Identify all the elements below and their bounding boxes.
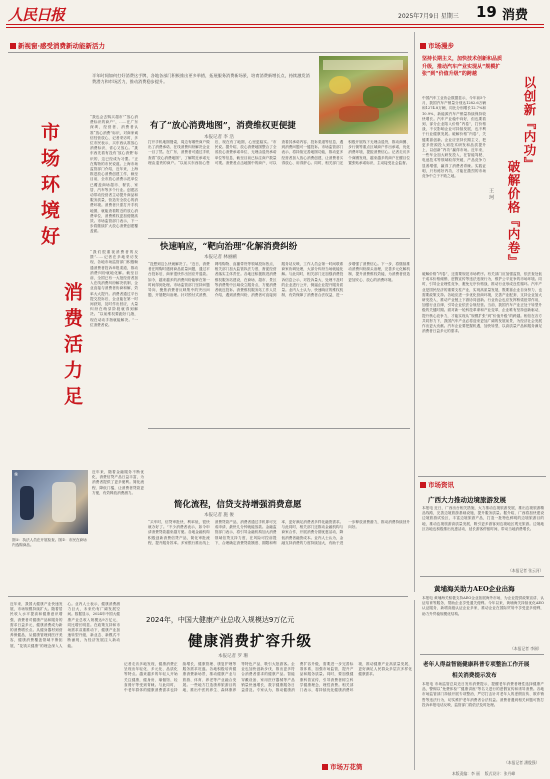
- news-1-body: 本报电 近日，广西出台相关措施，大力推动边境旅游发展，推出边境旅游精品线路，完善边境旅游基础设施，提升服务质量。据介绍，广西将加快建设边境旅游试验区，丰富边境旅游产品，打造一批特色鲜明的边境旅游目的地，推动边境旅游高质量发展，吸引更多游客到边境地区观光旅游。边境地区各地也积极推出优惠活动，延长游客停留时间，带动当地消费增长。: [422, 506, 544, 531]
- left-body-col-b: “我们很重视消费者的反馈”……记者在多地采访发现，各地市场监管部门积极畅通消费者投诉举报渠道，推动消费纠纷就地化解。截至目前，全国已有一大批经营者加入在线消费纠纷解决机制，企业直接与消费者协商和解，效率大大提升。消费者通过平台提交投诉后，企业能在第一时间获知，及时作出回应，大量纠纷在萌芽阶段就得到解决。“以前维权要跑好几趟，现在动动手指就能解决。”一位消费者说。: [90, 250, 138, 327]
- photo-number-1: ①: [14, 472, 19, 478]
- market-photo: [319, 56, 408, 134]
- left-body-col-c: 近年来，随着金融服务不断优化，消费信贷产品日益丰富，为消费者提供了更多便利。简化流程、降低门槛，让消费者贷款更方便，有效释放消费潜力。: [92, 470, 144, 495]
- section-intro: 半年时间如何打好消费这手牌，各地各部门积极推出更多举措，拓展服务消费新场景，培育消费新增长点，持续激发消费潜力和市场活力，推动消费稳步提升。: [92, 73, 310, 85]
- left-right-divider: [414, 32, 415, 592]
- section-rule: [8, 52, 408, 53]
- column-tag-kaleidoscope: 市场万花筒: [322, 762, 363, 771]
- bottom-top-rule: [8, 596, 408, 597]
- article-3-title: 简化流程，信贷支持增强消费意愿: [174, 500, 302, 510]
- bottom-divider-right: [414, 600, 415, 770]
- newspaper-logo: 人民日报: [8, 6, 65, 24]
- commentary-title-1: 以创新『内功』: [522, 76, 537, 171]
- article-2-rule: [148, 428, 410, 429]
- section-tag-market-news: 市场资讯: [420, 480, 454, 489]
- section-tag-new-window: 新视窗·感受消费新动能新活力: [10, 41, 105, 50]
- news-rule-1: [420, 576, 544, 577]
- section-tag-icon: [420, 43, 426, 49]
- page-editor-credit: 本版责编：李 丽 版式设计：张丹峰: [452, 771, 516, 776]
- news-1-title: 广西大力推动边境旅游发展: [428, 496, 506, 504]
- inspection-photo: [12, 470, 88, 534]
- news-2-title: 黄埔海关助力AEO企业出海: [434, 585, 515, 593]
- photo-caption: 图①：执法人员在开展检查。图②：市民在商场内选购商品。: [12, 538, 87, 547]
- news-top-rule: [418, 476, 546, 477]
- article-2-body: “没想到这么快就解决了。”近日，消费者在网购时遇到商品质量问题，通过平台投诉后，商家很快作出回应并退款。如今，越来越多的消费纠纷能够在第一时间得到处理。市场监管部门坚持问题导向，聚焦消费者反映集中的突出问题，开展靶向治理。针对预付式消费、网络购物、直播带货等领域投诉热点，相关部门加大监管执法力度，督促经营者落实主体责任。各地还积极推进消费维权服务站建设，在商场、超市、景区等消费集中区域设立服务点，方便消费者就近投诉。消费维权服务站工作人员介绍，遇到消费纠纷，消费者可直接到服务站反映，工作人员会第一时间联系商家协调处理，大部分纠纷当场就能化解。与此同时，相关部门还加强消费投诉信息公示，对投诉量大、处理不及时的企业进行公开，倒逼企业提升服务质量。业内人士认为，快速响应的维权机制，有效保障了消费者合法权益，进一步增强了消费信心。下一步，将继续推动消费纠纷源头治理，完善多元化解机制，提升消费维权效能，为消费者营造更加安心、放心的消费环境。: [148, 262, 410, 298]
- commentary-body-top: 中国汽车工业协会数据显示，今年前5个月，我国汽车产销量分别达1282.6万辆和1274.8万辆，同比分别增长12.7%和10.9%，新能源汽车产销量持续保持较快增长。汽车产业稳中向好，但也要看到，部分企业陷入价格“内卷”，打价格战，不仅影响企业可持续发展，也不利于行业健康发展。破解价格“内卷”，关键要靠创新。企业应坚持长期主义，把更多资源投入到技术研发和品质提升上，以创新“内功”赢得市场。近年来，一些车企加大研发投入，在智能驾驶、电池技术等领域取得突破，产品竞争力显著增强，赢得了消费者青睐。实践证明，只有练好内功，才能在激烈的市场竞争中立于不败之地。: [422, 96, 486, 179]
- news-3-byline: （本报记者 潘俊强）: [504, 760, 540, 765]
- news-1-byline: （本报记者 张云河）: [508, 568, 544, 573]
- commentary-lead: 坚持长期主义，加快技术创新和品质升级，推动汽车产业实现从“规模扩张”到“价值升级”的跨越: [422, 56, 503, 77]
- news-rule-2: [420, 654, 544, 655]
- article-2-byline: 本报记者 林丽鹂: [204, 255, 237, 260]
- bottom-title: 健康消费扩容升级: [188, 633, 312, 650]
- article-1-rule: [148, 238, 410, 239]
- article-3-body: “买车时，信贷审批快、利率低，很快就办好了。”不少消费者表示，如今申请消费贷款越来越方便。各地金融机构积极创新消费信贷产品，简化审批流程，提升服务效率。多家银行推出线上消费贷款产品，消费者通过手机即可完成申请，最快几分钟就能放款。金融监管部门表示，将引导金融机构加大消费领域信贷支持力度，在风险可控前提下，合理确定消费贷款额度、期限和利率，更好满足消费者多样化融资需求。与此同时，相关部门还推动金融机构与商家合作，开展消费分期优惠活动，降低消费者融资成本。业内人士认为，金融支持消费的力度持续加大，有助于进一步释放消费潜力，推动消费持续回升向好。: [148, 520, 410, 545]
- news-3-body: 本报电 市场监管总局近日发布消费提示，提醒老年消费者理性选择健康产品，警惕以“免费体检”“健康讲座”等名义进行的虚假宣传和诱导消费。各地市场监管部门持续开展专项整治，严厉打击针对老年人的虚假宣传、欺诈销售等违法行为，切实维护老年消费者合法权益。消费者遇到相关问题可拨打投诉举报电话反映，监管部门将依法及时处理。: [422, 682, 544, 707]
- commentary-body-full: 破解价格“内卷”，还需要规范市场秩序。有关部门应加强监管，依法查处低于成本价格倾销、虚假宣传等违法违规行为，维护公平竞争的市场环境。同时，引导企业理性竞争，避免无序价格战，推动行业形成良性循环。汽车产业是国民经济的重要支柱产业，实现高质量发展，既要靠企业自身努力，也需要政策支持。各地应进一步优化营商环境，完善产业配套，支持企业加大研发投入，推动产业链上下游协同创新。行业协会也应发挥桥梁纽带作用，加强行业自律，引导企业依法合规经营。当前，我国汽车产业正处于转型升级的关键时期。面对新一轮科技革命和产业变革，企业唯有坚持创新驱动，提升核心竞争力，才能实现从“规模扩张”到“价值升级”的跨越。相信在各方共同努力下，我国汽车产业必将迎来更加广阔的发展前景，为经济社会发展作出更大贡献。汽车企业要把握机遇，加快转型，以高质量产品和服务满足消费者日益多元的需求。: [422, 272, 542, 334]
- section-tag-market-walk: 市场漫步: [420, 41, 454, 50]
- issue-date: 2025年7月9日 星期三: [398, 13, 459, 20]
- left-body-col-a: “我也会去购买超市”“放心消费标识的商户”，……在广东深圳，经营者、消费者认准“放心消费”标识，对商家诚信经营放心，记者采访时，多位市民表示，买东西认准放心消费标识，省心又放心。“挑东西先看有没有‘放心消费’标识的，这已经成为习惯。”正在购物的市民说道。上海市场监管部门介绍，近年来，上海推进放心消费创建工作，截至目前，全市放心消费示范单位已覆盖商场超市、餐饮、家居、汽车等多个行业。创建活动带动经营者主动提升商品和服务质量，营造安全放心的消费环境。消费者只需打开手机地图，就能查看附近的放心消费单位，消费维权更加便捷高效。市场监管部门表示，下一步将继续扩大放心消费创建覆盖面。: [90, 115, 138, 234]
- bottom-byline: 本报记者 罗 珊: [218, 654, 248, 659]
- big-title-line-1: 市场环境好: [38, 122, 60, 252]
- section-tag-icon: [322, 764, 328, 770]
- news-3-title: 老年人得益智能健康科普专项整治工作开展: [423, 662, 530, 668]
- news-2-byline: （本报记者 李刚）: [510, 646, 542, 651]
- article-1-byline: 本报记者 李 浩: [204, 135, 234, 140]
- article-1-body: 打开手机地图搜索，周边有哪些商户做出了消费承诺、在线消费纠纷解决企业一目了然。在广东，消费者可通过手机查看“放心消费地图”，了解附近承诺无理由退货的商户。“以前买东西担心售后，现在有了地图，心里更踏实。”市民说。据介绍，放心消费地图整合了全省放心消费承诺单位、无理由退货承诺单位等信息，截至目前已标注商户数量可观。消费者点击地图中的商户，可以查看其承诺内容、投诉渠道等信息，遇到消费问题可一键投诉。市场监管部门表示，将持续完善地图功能，推动更多经营者加入放心消费创建，让消费者买得放心、用得舒心。同时，相关部门还积极开展线下无理由退货，推动商圈、步行街等重点区域商户作出承诺，优化消费环境，提振消费信心。记者走访多个商圈发现，越来越多的商户在醒目位置张贴承诺标识，主动接受社会监督。: [148, 140, 410, 165]
- commentary-byline: 王 珂: [488, 188, 494, 200]
- article-2-title: 快速响应，“靶向治理”化解消费纠纷: [160, 242, 298, 252]
- masthead-rule: [6, 24, 544, 25]
- commentary-title-2: 破解价格『内卷』: [506, 160, 521, 268]
- news-3-subtitle: 相关消费提示发布: [452, 673, 497, 679]
- article-1-title: 有了“放心消费地图”，消费维权更便捷: [150, 121, 296, 131]
- section-tag-icon: [420, 482, 426, 488]
- section-tag-icon: [10, 43, 16, 49]
- page-number: 19: [476, 3, 497, 21]
- article-3-byline: 本报记者 施 俊: [204, 513, 234, 518]
- news-2-body: 本报电 黄埔海关积极支持AEO企业拓展海外市场，为企业提供政策宣讲、认证培育等服务，帮助企业享受通关便利。今年以来，黄埔海关持续优化AEO认证服务，新增高级认证企业多家，推动企业在国际贸易中享受更多便利，助力外贸稳规模优结构。: [422, 596, 544, 616]
- bottom-kicker: 2024年，中国大健康产业总收入规模达9万亿元: [146, 616, 295, 624]
- page-section: 消费: [502, 8, 529, 23]
- masthead-rule-thin: [6, 27, 544, 28]
- big-title-line-2: 消费活力足: [61, 282, 83, 412]
- bottom-body-left: 近年来，我国大健康产业快速发展，市场规模持续扩大。随着居民收入水平提高和健康意识增强，消费者对健康产品和服务的需求日益多元，健康消费成为新的消费增长点。从健身器材到营养保健品，从健康管理到医疗美容，健康消费覆盖领域不断拓展，“花钱买健康”的理念深入人心。业内人士表示，健康消费潜力巨大，未来仍有广阔发展空间。数据显示，2024年中国大健康产业总收入规模达9万亿元，同比增长明显。在政策支持和市场需求双重推动下，健康产业加速转型升级，新业态、新模式不断涌现，为经济发展注入新动能。: [10, 602, 120, 648]
- bottom-body-right: 记者走访多地发现，健康消费正呈现出年轻化、多元化、品质化等特点。越来越多的年轻人开始关注健康，健身房、瑜伽馆、轻食餐厅等受到青睐。与此同时，中老年群体的健康消费需求也持续增长，健康管理、康复护理等服务需求旺盛。各地积极培育健康消费新场景，推动健康产业与旅游、体育、养老等产业融合发展。一些地方打造康养旅游目的地，推出中医药养生、森林康养等特色产品，吸引大批游客。企业也加快创新步伐，推出更多符合消费者需求的健康产品。智能穿戴设备、家用医疗器械等产品销量快速增长，数字健康服务日益普及。专家认为，推动健康消费扩容升级，需要进一步完善标准体系，加强市场监管，提升产品和服务质量。同时，要加强健康科普宣传，引导消费者树立科学健康理念，理性消费。相关部门表示，将持续优化健康消费环境，推动健康产业高质量发展，更好满足人民群众多层次多样化健康需求。: [124, 662, 412, 693]
